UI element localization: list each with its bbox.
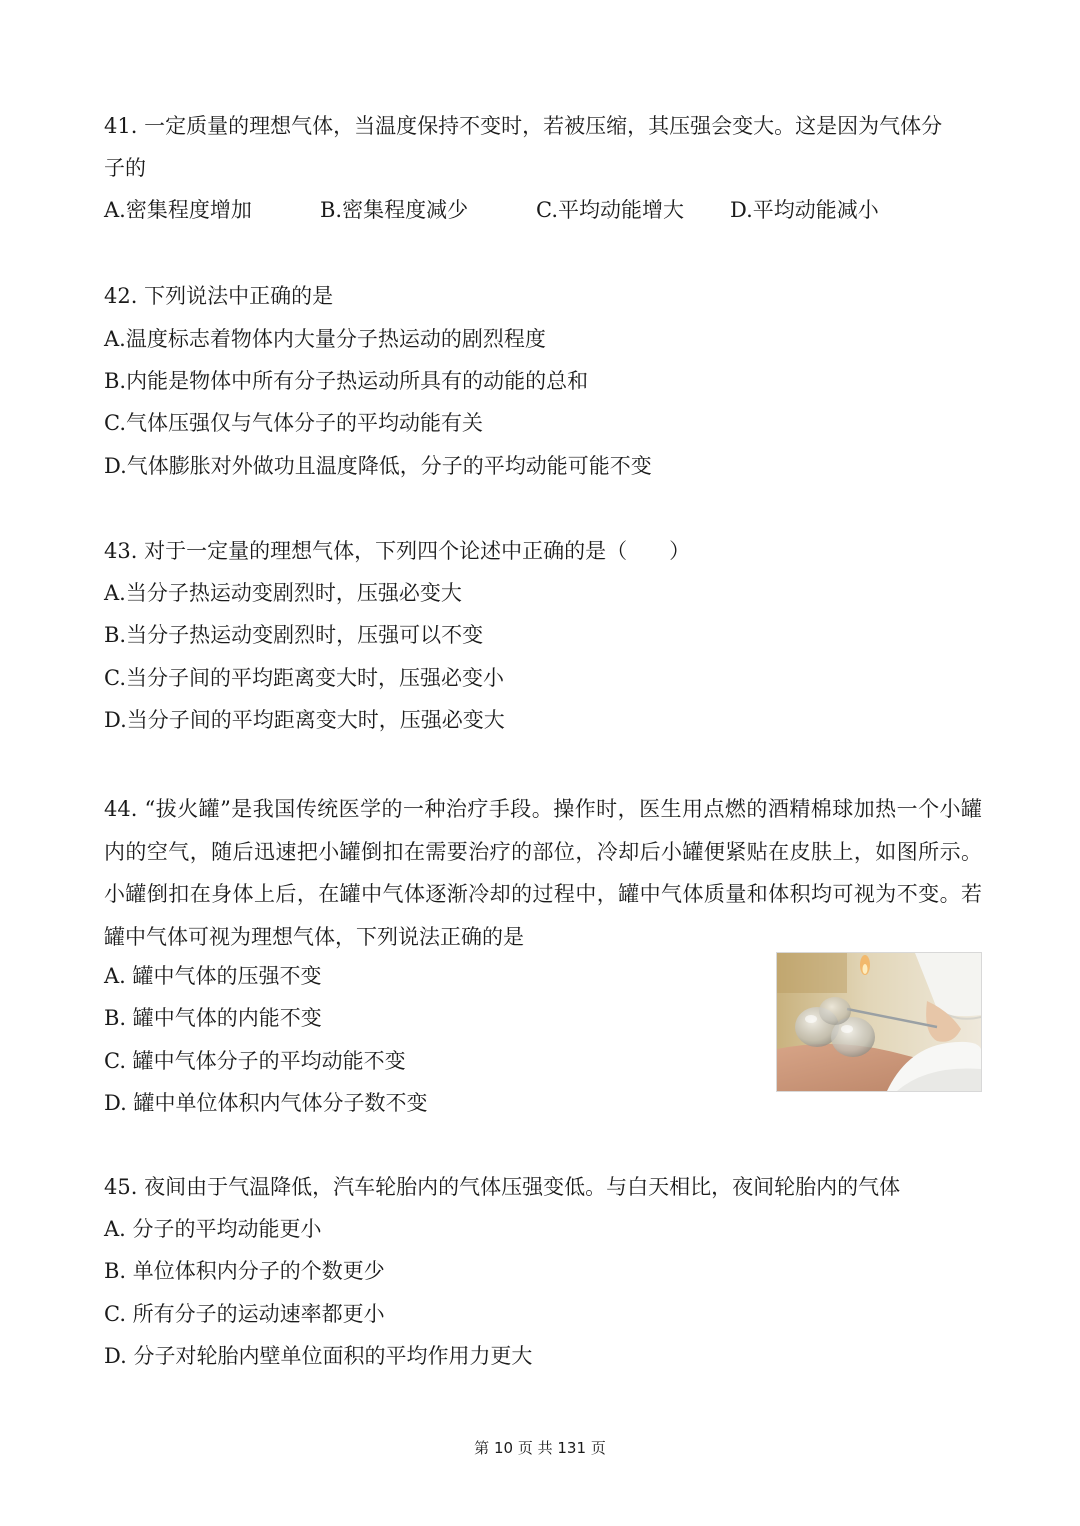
q44-option-c: C. 罐中气体分子的平均动能不变 bbox=[104, 1049, 406, 1073]
q44-option-a: A. 罐中气体的压强不变 bbox=[104, 964, 322, 988]
q42-option-d: D.气体膨胀对外做功且温度降低，分子的平均动能可能不变 bbox=[104, 454, 652, 478]
q45-stem: 45. 夜间由于气温降低，汽车轮胎内的气体压强变低。与白天相比，夜间轮胎内的气体 bbox=[104, 1175, 901, 1199]
q45-option-c: C. 所有分子的运动速率都更小 bbox=[104, 1302, 385, 1326]
q43-option-d: D.当分子间的平均距离变大时，压强必变大 bbox=[104, 708, 505, 732]
q42-stem: 42. 下列说法中正确的是 bbox=[104, 284, 334, 308]
footer-total-pages: 131 bbox=[557, 1439, 587, 1457]
q43-stem: 43. 对于一定量的理想气体，下列四个论述中正确的是（ ） bbox=[104, 539, 691, 563]
footer-middle: 页 共 bbox=[517, 1439, 553, 1457]
q44-option-d: D. 罐中单位体积内气体分子数不变 bbox=[104, 1091, 428, 1115]
q42-option-b: B.内能是物体中所有分子热运动所具有的动能的总和 bbox=[104, 369, 589, 393]
cupping-photo bbox=[776, 952, 982, 1092]
footer-suffix: 页 bbox=[590, 1439, 606, 1457]
footer-page-number: 10 bbox=[493, 1439, 514, 1457]
q41-option-a: A.密集程度增加 bbox=[104, 198, 252, 222]
q41-option-b: B.密集程度减少 bbox=[320, 198, 469, 222]
q45-option-a: A. 分子的平均动能更小 bbox=[104, 1217, 322, 1241]
q44-option-b: B. 罐中气体的内能不变 bbox=[104, 1006, 322, 1030]
q41-stem-line1: 41. 一定质量的理想气体，当温度保持不变时，若被压缩，其压强会变大。这是因为气体分 bbox=[104, 114, 943, 138]
q41-option-c: C.平均动能增大 bbox=[536, 198, 684, 222]
q42-option-c: C.气体压强仅与气体分子的平均动能有关 bbox=[104, 411, 483, 435]
q41-options bbox=[104, 196, 984, 224]
q44-stem: 44. “拔火罐”是我国传统医学的一种治疗手段。操作时，医生用点燃的酒精棉球加热一个小罐内的空气，随后迅速把小罐倒扣在需要治疗的部位，冷却后小罐便紧贴在皮肤上，如图所示。小罐倒扣在身体上后，在罐中气体逐渐冷却的过程中，罐中气体质量和体积均可视为不变。若罐中气体可视为理想气体，下列说法正确的是 bbox=[104, 797, 982, 949]
page-footer bbox=[0, 1437, 1080, 1459]
q41-stem-line2: 子的 bbox=[104, 156, 146, 180]
q43-option-c: C.当分子间的平均距离变大时，压强必变小 bbox=[104, 666, 504, 690]
q41-option-d: D.平均动能减小 bbox=[730, 198, 879, 222]
footer-prefix: 第 bbox=[474, 1439, 490, 1457]
q43-option-b: B.当分子热运动变剧烈时，压强可以不变 bbox=[104, 623, 484, 647]
q43-option-a: A.当分子热运动变剧烈时，压强必变大 bbox=[104, 581, 462, 605]
q42-option-a: A.温度标志着物体内大量分子热运动的剧烈程度 bbox=[104, 327, 546, 351]
q45-option-b: B. 单位体积内分子的个数更少 bbox=[104, 1259, 385, 1283]
q45-option-d: D. 分子对轮胎内壁单位面积的平均作用力更大 bbox=[104, 1344, 533, 1368]
